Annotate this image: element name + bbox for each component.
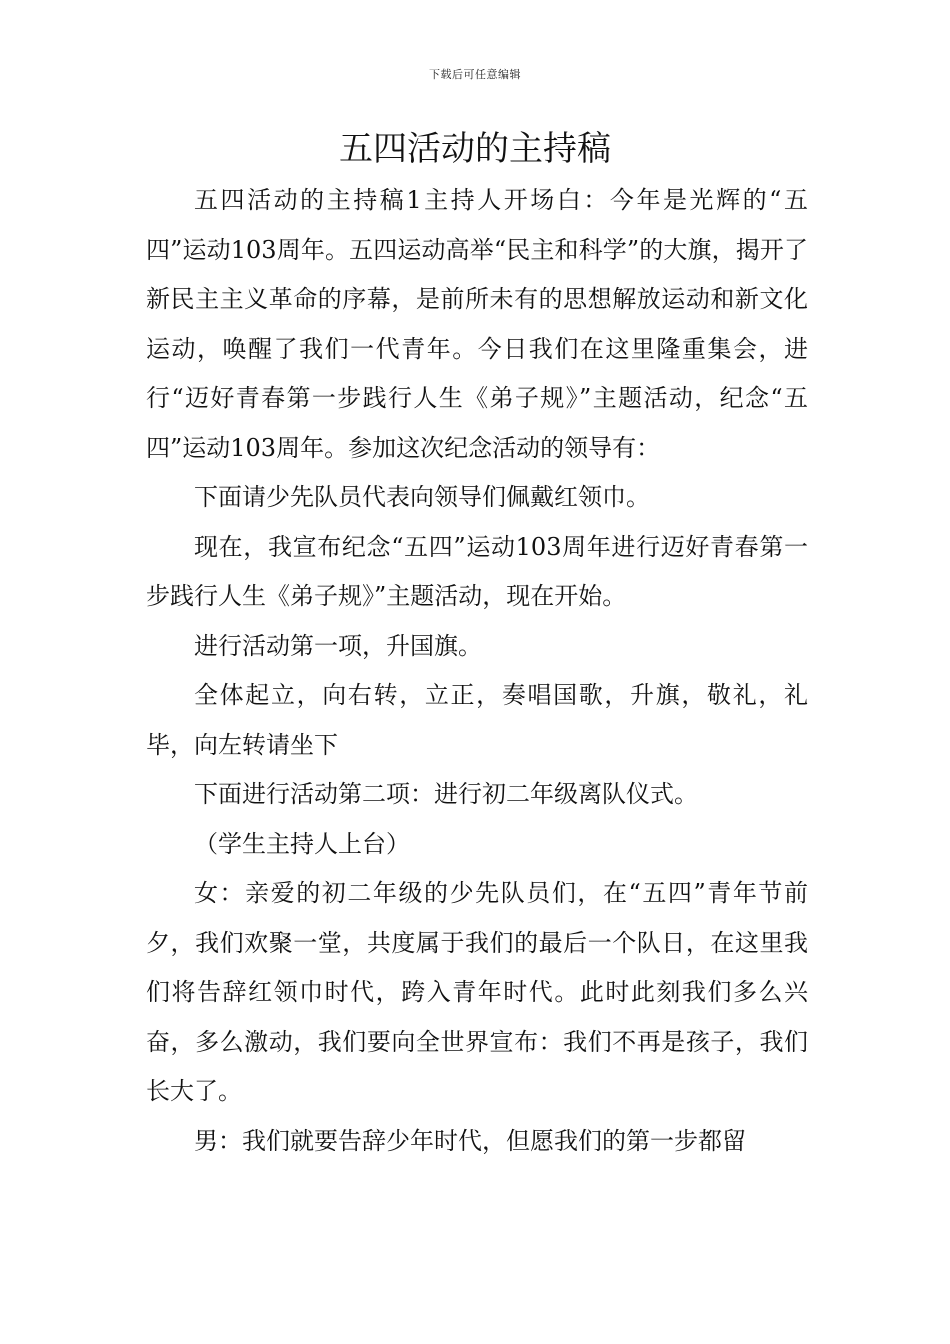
paragraph: 男：我们就要告辞少年时代，但愿我们的第一步都留: [194, 1126, 746, 1155]
paragraph: （学生主持人上台）: [194, 829, 410, 858]
paragraph: 女：亲爱的初二年级的少先队员们，在“五四”青年节前夕，我们欢聚一堂，共度属于我们的最后一个队日，在这里我们将告辞红领巾时代，跨入青年时代。此时此刻我们多么兴奋，多么激动，我们要向全世界宣布：我们不再是孩子，我们长大了。: [146, 879, 808, 1105]
paragraph: 五四活动的主持稿1主持人开场白：今年是光辉的“五四”运动103周年。五四运动高举“民主和科学”的大旗，揭开了新民主主义革命的序幕，是前所未有的思想解放运动和新文化运动，唤醒了我们一代青年。今日我们在这里隆重集会，进行“迈好青春第一步践行人生《弟子规》”主题活动，纪念“五四”运动103周年。参加这次纪念活动的领导有：: [146, 186, 808, 462]
paragraph: 全体起立，向右转，立正，奏唱国歌，升旗，敬礼，礼毕，向左转请坐下: [146, 681, 808, 759]
document-body: [146, 176, 808, 1166]
paragraph: 现在，我宣布纪念“五四”运动103周年进行迈好青春第一步践行人生《弟子规》”主题活动，现在开始。: [146, 532, 808, 610]
paragraph: 进行活动第一项，升国旗。: [194, 631, 482, 660]
paragraph: 下面请少先队员代表向领导们佩戴红领巾。: [194, 483, 650, 511]
document-title: 五四活动的主持稿: [339, 129, 611, 169]
paragraph: 下面进行活动第二项：进行初二年级离队仪式。: [194, 780, 698, 808]
header-note: 下载后可任意编辑: [429, 68, 521, 81]
